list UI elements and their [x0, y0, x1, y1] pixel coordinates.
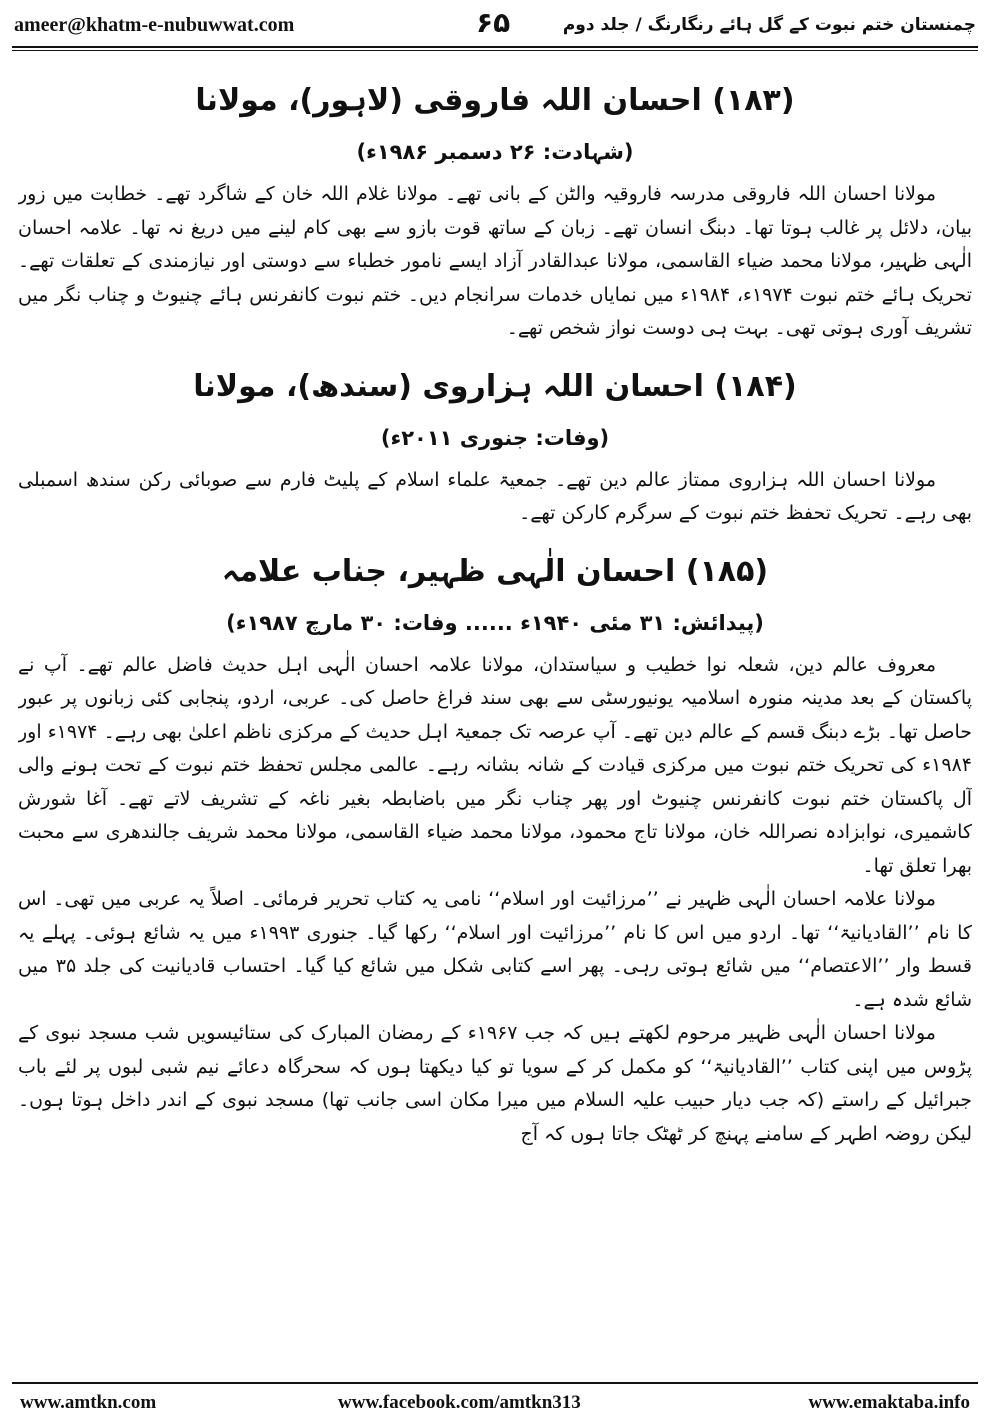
footer-divider	[12, 1382, 978, 1384]
paragraph: مولانا علامہ احسان الٰہی ظہیر نے ’’مرزائیت اور اسلام‘‘ نامی یہ کتاب تحریر فرمائی۔ اصلاً یہ عربی میں تھی۔ اس کا نام ’’القادیانیۃ‘‘ تھا۔ اردو میں اس کا نام ’’مرزائیت اور اسلام‘‘ رکھا گیا۔ جنوری ۱۹۹۳ء میں یہ شائع ہوئی۔ پہلے یہ قسط وار ’’الاعتصام‘‘ میں شائع ہوتی رہی۔ پھر اسے کتابی شکل میں شائع کیا گیا۔ احتساب قادیانیت کی جلد ۳۵ میں شائع شدہ ہے۔	[18, 888, 972, 1011]
section-date: (وفات: جنوری ۲۰۱۱ء)	[380, 425, 610, 450]
page-header	[0, 0, 990, 48]
footer-link-amtkn[interactable]: www.amtkn.com	[20, 1392, 157, 1413]
section-title: (۱۸۳) احسان اللہ فاروقی (لاہور)، مولانا	[195, 83, 795, 118]
header-divider	[12, 46, 978, 51]
section-title: (۱۸۴) احسان اللہ ہزاروی (سندھ)، مولانا	[193, 368, 797, 404]
book-title: چمنستان ختم نبوت کے گل ہائے رنگارنگ / جلد دوم	[562, 15, 976, 35]
page-number: ۶۵	[476, 6, 511, 39]
section-date: (شہادت: ۲۶ دسمبر ۱۹۸۶ء)	[356, 140, 634, 164]
footer-link-facebook[interactable]: www.facebook.com/amtkn313	[338, 1392, 581, 1413]
page-footer	[0, 1380, 990, 1420]
footer-link-emaktaba[interactable]: www.emaktaba.info	[808, 1392, 970, 1413]
header-email: ameer@khatm-e-nubuwwat.com	[14, 14, 295, 36]
section-title: (۱۸۵) احسان الٰہی ظہیر، جناب علامہ	[221, 553, 769, 589]
paragraph: معروف عالم دین، شعلہ نوا خطیب و سیاستدان، مولانا علامہ احسان الٰہی اہل حدیث فاضل عالم تھے۔ آپ نے پاکستان کے بعد مدینہ منورہ اسلامیہ یونیورسٹی سے بھی سند فراغ حاصل کی۔ عربی، اردو، پنجابی کئی زبانوں پر عبور حاصل تھا۔ بڑے دبنگ قسم کے عالم دین تھے۔ آپ عرصہ تک جمعیۃ اہل حدیث کے مرکزی ناظم اعلیٰ بھی رہے۔ ۱۹۷۴ء اور ۱۹۸۴ء کی تحریک ختم نبوت میں مرکزی قیادت کے شانہ بشانہ رہے۔ عالمی مجلس تحفظ ختم نبوت کے تحت ہونے والی آل پاکستان ختم نبوت کانفرنس چنیوٹ اور پھر چناب نگر میں باضابطہ بغیر ناغہ کے تشریف لاتے تھے۔ آغا شورش کاشمیری، نوابزادہ نصراللہ خان، مولانا تاج محمود، مولانا محمد ضیاء القاسمی، مولانا محمد شریف جالندھری سے محبت بھرا تعلق تھا۔	[18, 653, 972, 877]
paragraph: مولانا احسان اللہ فاروقی مدرسہ فاروقیہ والٹن کے بانی تھے۔ مولانا غلام اللہ خان کے شاگرد تھے۔ خطابت میں زور بیان، دلائل پر غالب ہوتا تھا۔ دبنگ انسان تھے۔ زبان کے ساتھ قوت بازو سے بھی کام لینے میں دریغ نہ تھا۔ علامہ احسان الٰہی ظہیر، مولانا محمد ضیاء القاسمی، مولانا عبدالقادر آزاد ایسے نامور خطباء سے دوستی اور نیازمندی کے تعلقات تھے۔ تحریک ہائے ختم نبوت ۱۹۷۴ء، ۱۹۸۴ء میں نمایاں خدمات سرانجام دیں۔ ختم نبوت کانفرنس ہائے چنیوٹ و چناب نگر میں تشریف آوری ہوتی تھی۔ بہت ہی دوست نواز شخص تھے۔	[18, 183, 972, 339]
paragraph: مولانا احسان الٰہی ظہیر مرحوم لکھتے ہیں کہ جب ۱۹۶۷ء کے رمضان المبارک کی ستائیسویں شب مسجد نبوی کے پڑوس میں اپنی کتاب ’’القادیانیۃ‘‘ کو مکمل کر کے سویا تو کیا دیکھتا ہوں کہ سحرگاہ دعائے نیم شبی لبوں پر لئے باب جبرائیل کے راستے (کہ جب دیار حبیب علیہ السلام میں میرا مکان اسی جانب تھا) مسجد نبوی کے اندر داخل ہوتا ہوں۔ لیکن روضہ اطہر کے سامنے پہنچ کر ٹھٹک جاتا ہوں کہ آج	[18, 1022, 972, 1145]
section-date: (پیدائش: ۳۱ مئی ۱۹۴۰ء ...... وفات: ۳۰ مارچ ۱۹۸۷ء)	[226, 610, 764, 635]
paragraph: مولانا احسان اللہ ہزاروی ممتاز عالم دین تھے۔ جمعیۃ علماء اسلام کے پلیٹ فارم سے صوبائی رکن سندھ اسمبلی بھی رہے۔ تحریک تحفظ ختم نبوت کے سرگرم کارکن تھے۔	[18, 468, 972, 524]
page-content	[18, 60, 972, 1378]
